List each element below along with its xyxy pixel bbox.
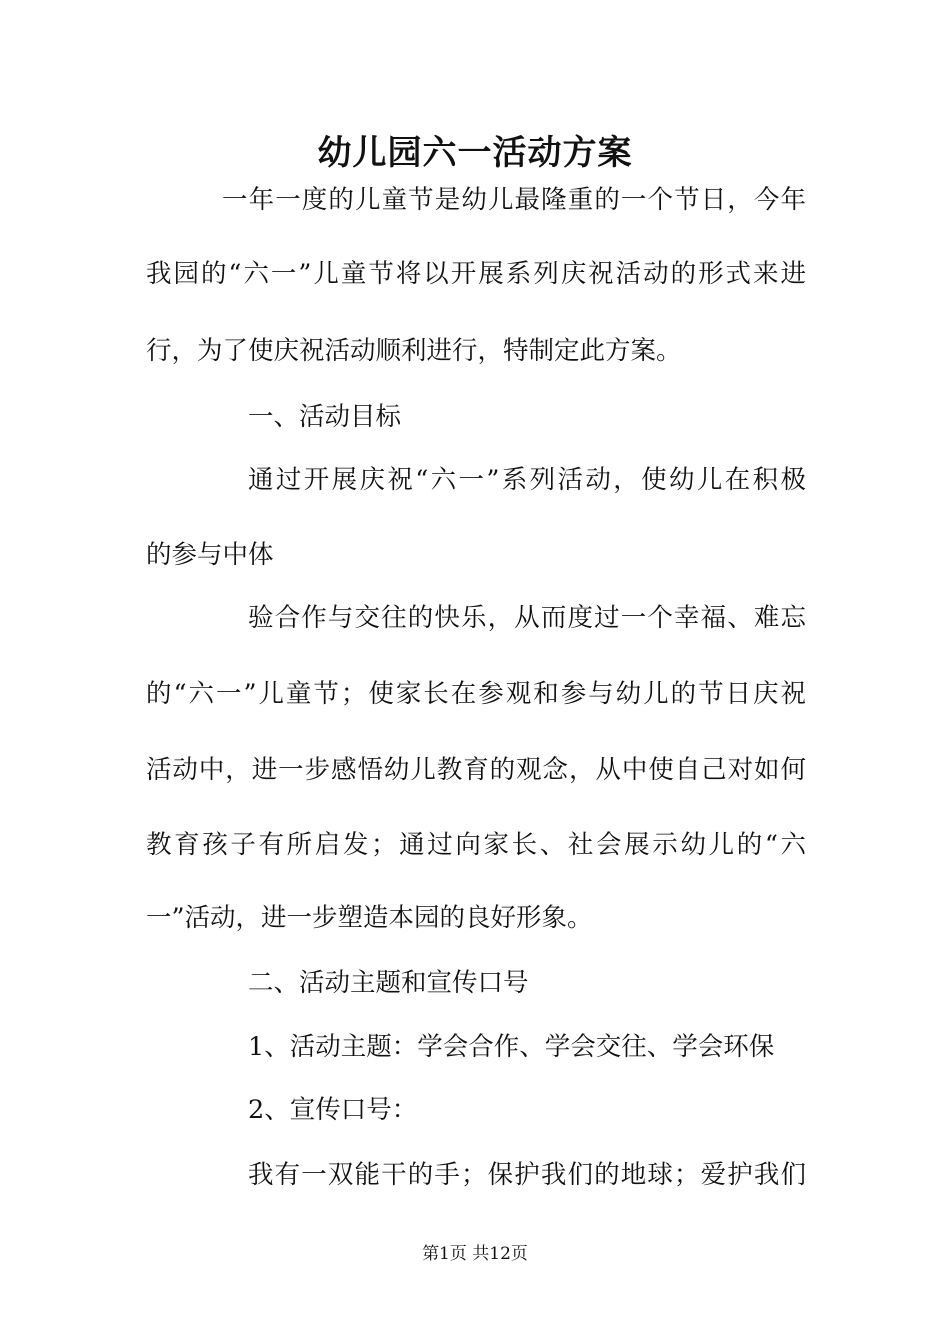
document-title: 幼儿园六一活动方案 (317, 133, 633, 173)
paragraph-line: 的参与中体 (146, 540, 274, 570)
paragraph-line: 我园的“六一”儿童节将以开展系列庆祝活动的形式来进 (146, 259, 806, 289)
paragraph-line: 我有一双能干的手；保护我们的地球；爱护我们 (248, 1160, 806, 1190)
paragraph-line: 行，为了使庆祝活动顺利进行，特制定此方案。 (146, 336, 682, 366)
paragraph-line: 的“六一”儿童节；使家长在参观和参与幼儿的节日庆祝 (146, 679, 806, 709)
section-heading: 二、活动主题和宣传口号 (248, 968, 529, 998)
section-heading: 一、活动目标 (248, 402, 402, 432)
paragraph-line: 教育孩子有所启发；通过向家长、社会展示幼儿的“六 (146, 830, 806, 860)
paragraph-line: 1、活动主题：学会合作、学会交往、学会环保 (248, 1032, 775, 1062)
paragraph-line: 通过开展庆祝“六一”系列活动，使幼儿在积极 (248, 465, 806, 495)
paragraph-line: 一年一度的儿童节是幼儿最隆重的一个节日，今年 (222, 185, 806, 215)
paragraph-line: 一”活动，进一步塑造本园的良好形象。 (146, 903, 593, 933)
paragraph-line: 2、宣传口号： (248, 1095, 418, 1125)
paragraph-line: 活动中，进一步感悟幼儿教育的观念，从中使自己对如何 (146, 755, 806, 785)
paragraph-line: 验合作与交往的快乐，从而度过一个幸福、难忘 (248, 603, 806, 633)
page-footer: 第1页 共12页 (422, 1244, 528, 1264)
